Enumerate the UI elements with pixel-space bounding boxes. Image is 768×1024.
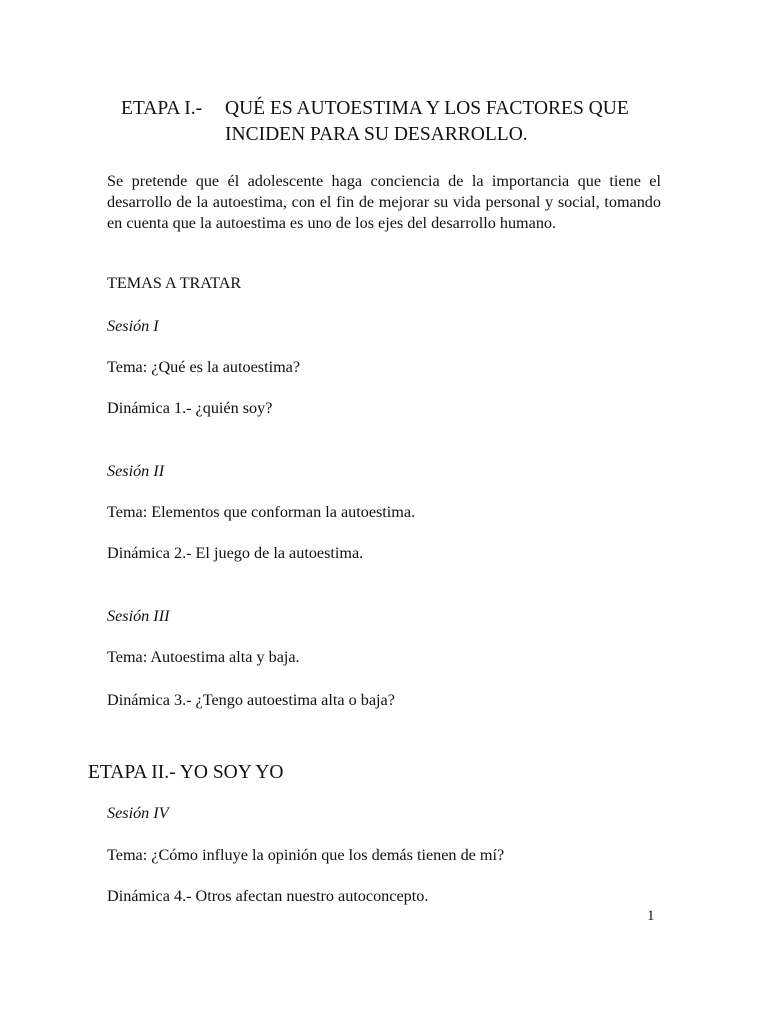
session-3-tema: Tema: Autoestima alta y baja.: [107, 648, 300, 666]
intro-paragraph: Se pretende que él adolescente haga conciencia de la importancia que tiene el desarrollo de la autoestima, con el fin de mejorar su vida personal y social, tomando en cuenta que la autoestima es uno de los ejes del desarrollo humano.: [107, 172, 661, 232]
page-number: 1: [647, 908, 655, 924]
session-1-dinamica: Dinámica 1.- ¿quién soy?: [107, 399, 273, 417]
stage1-title: [121, 96, 629, 122]
session-2-title: Sesión II: [107, 462, 165, 480]
stage1-title-line2: INCIDEN PARA SU DESARROLLO.: [225, 124, 528, 145]
stage1-prefix: ETAPA I.-: [121, 98, 203, 119]
session-1-tema: Tema: ¿Qué es la autoestima?: [107, 358, 301, 376]
session-2-tema: Tema: Elementos que conforman la autoestima.: [107, 503, 416, 521]
stage1-title-line1: QUÉ ES AUTOESTIMA Y LOS FACTORES QUE: [225, 98, 629, 119]
session-3-title: Sesión III: [107, 607, 170, 625]
session-3-dinamica: Dinámica 3.- ¿Tengo autoestima alta o baja?: [107, 691, 395, 709]
session-2-dinamica: Dinámica 2.- El juego de la autoestima.: [107, 544, 364, 562]
stage2-title: ETAPA II.- YO SOY YO: [88, 762, 284, 783]
session-1-title: Sesión I: [107, 317, 159, 335]
session-4-tema: Tema: ¿Cómo influye la opinión que los demás tienen de mí?: [107, 846, 505, 864]
session-4-dinamica: Dinámica 4.- Otros afectan nuestro autoconcepto.: [107, 887, 429, 905]
session-4-title: Sesión IV: [107, 804, 169, 822]
topics-heading: TEMAS A TRATAR: [107, 274, 242, 292]
